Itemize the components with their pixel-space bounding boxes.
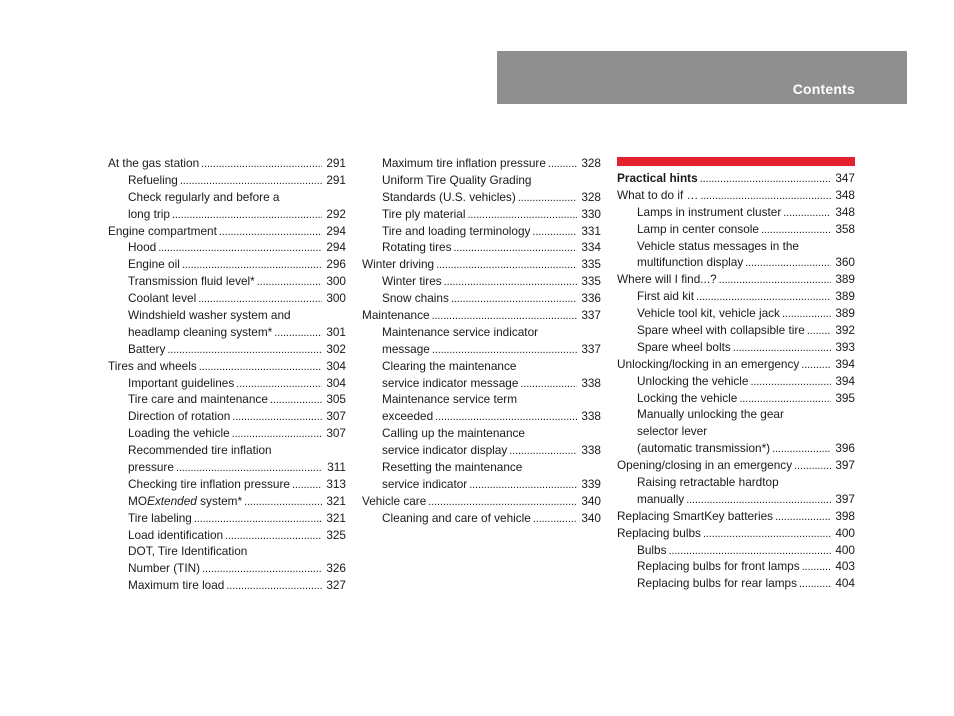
toc-entry-label: Practical hints	[617, 171, 698, 185]
leader-dots	[783, 204, 831, 221]
toc-column-1	[108, 155, 346, 594]
toc-entry-label: Replacing bulbs for rear lamps	[637, 576, 797, 591]
toc-entry[interactable]	[108, 408, 346, 425]
toc-entry[interactable]	[108, 307, 346, 324]
toc-entry[interactable]	[617, 491, 855, 508]
toc-entry-page: 313	[326, 476, 346, 491]
toc-entry-page: 296	[326, 257, 346, 272]
toc-entry-page: 360	[835, 255, 855, 270]
page-title: Contents	[792, 81, 855, 97]
toc-entry[interactable]	[362, 408, 601, 425]
toc-entry[interactable]	[108, 543, 346, 560]
toc-entry-label: Important guidelines	[128, 375, 235, 390]
toc-entry[interactable]	[617, 288, 855, 305]
leader-dots	[232, 408, 322, 425]
toc-entry-page: 400	[835, 542, 855, 557]
leader-dots	[435, 408, 577, 425]
toc-entry-label: MOExtended system*	[128, 493, 243, 508]
toc-entry[interactable]	[108, 290, 346, 307]
leader-dots	[548, 155, 577, 172]
toc-entry-page: 336	[581, 291, 601, 306]
toc-entry[interactable]	[617, 440, 855, 457]
toc-entry[interactable]	[362, 290, 601, 307]
toc-entry-page: 300	[326, 274, 346, 289]
toc-entry-page: 337	[581, 308, 601, 323]
leader-dots	[219, 223, 322, 240]
toc-entry-page: 348	[835, 187, 855, 202]
toc-entry-label: Standards (U.S. vehicles)	[382, 189, 516, 204]
toc-entry[interactable]	[617, 170, 855, 187]
leader-dots	[669, 542, 831, 559]
toc-entry-page: 338	[581, 443, 601, 458]
toc-entry-page: 335	[581, 257, 601, 272]
toc-entry-page: 339	[581, 476, 601, 491]
toc-entry-page: 394	[835, 356, 855, 371]
toc-entry-page: 321	[326, 493, 346, 508]
toc-entry-page: 389	[835, 272, 855, 287]
toc-entry-label: Spare wheel with collapsible tire	[637, 323, 805, 338]
toc-entry-label: selector lever	[637, 424, 708, 439]
toc-entry-label: Coolant level	[128, 291, 197, 306]
toc-entry[interactable]	[108, 206, 346, 223]
leader-dots	[172, 206, 322, 223]
leader-dots	[700, 170, 831, 187]
toc-entry-page: 404	[835, 576, 855, 591]
leader-dots	[432, 341, 577, 358]
toc-entry-page: 325	[326, 527, 346, 542]
toc-entry-page: 330	[581, 206, 601, 221]
leader-dots	[745, 254, 831, 271]
toc-entry-label: service indicator display	[382, 443, 508, 458]
toc-entry-label: Lamps in instrument cluster	[637, 204, 782, 219]
toc-entry-label: Vehicle status messages in the	[637, 238, 799, 253]
leader-dots	[799, 575, 831, 592]
leader-dots	[257, 273, 322, 290]
leader-dots	[226, 577, 322, 594]
toc-entry-page: 392	[835, 323, 855, 338]
toc-entry-label: Unlocking/locking in an emergency	[617, 356, 800, 371]
toc-entry[interactable]	[617, 187, 855, 204]
leader-dots	[167, 341, 322, 358]
toc-entry-label: Replacing bulbs	[617, 525, 701, 540]
toc-entry[interactable]	[108, 256, 346, 273]
toc-entry[interactable]	[362, 256, 601, 273]
toc-entry-label: Uniform Tire Quality Grading	[382, 172, 532, 187]
toc-entry-label: Opening/closing in an emergency	[617, 458, 793, 473]
toc-entry-label: Snow chains	[382, 291, 449, 306]
toc-entry[interactable]	[108, 155, 346, 172]
toc-entry-page: 347	[835, 171, 855, 185]
toc-entry-page: 327	[326, 578, 346, 593]
toc-entry[interactable]	[108, 239, 346, 256]
header-band	[497, 51, 907, 104]
leader-dots	[180, 172, 322, 189]
toc-entry-page: 340	[581, 510, 601, 525]
leader-dots	[703, 525, 831, 542]
toc-entry-label: Direction of rotation	[128, 409, 231, 424]
toc-entry[interactable]	[362, 358, 601, 375]
leader-dots	[232, 425, 322, 442]
leader-dots	[750, 373, 831, 390]
toc-entry[interactable]	[362, 442, 601, 459]
toc-entry[interactable]	[362, 273, 601, 290]
leader-dots	[444, 273, 577, 290]
toc-entry[interactable]	[617, 457, 855, 474]
toc-entry-label: Battery	[128, 341, 166, 356]
leader-dots	[801, 356, 831, 373]
toc-entry-page: 328	[581, 189, 601, 204]
toc-entry-label: Tires and wheels	[108, 358, 197, 373]
toc-entry[interactable]	[617, 558, 855, 575]
toc-entry-label: Manually unlocking the gear	[637, 407, 784, 422]
leader-dots	[761, 221, 831, 238]
toc-entry-page: 335	[581, 274, 601, 289]
toc-entry-label: Maximum tire inflation pressure	[382, 156, 546, 170]
toc-entry-label: manually	[637, 491, 685, 506]
toc-entry-label: Number (TIN)	[128, 561, 201, 576]
toc-entry-page: 395	[835, 390, 855, 405]
toc-entry-label: service indicator message	[382, 375, 519, 390]
toc-entry-page: 358	[835, 221, 855, 236]
toc-entry-page: 334	[581, 240, 601, 255]
toc-entry-label: Loading the vehicle	[128, 426, 230, 441]
toc-entry-page: 389	[835, 289, 855, 304]
toc-entry-label: Tire and loading terminology	[382, 223, 531, 238]
toc-entry-page: 400	[835, 525, 855, 540]
toc-entry-label: Load identification	[128, 527, 224, 542]
toc-entry-page: 305	[326, 392, 346, 407]
toc-entry-page: 307	[326, 426, 346, 441]
toc-entry[interactable]	[362, 324, 601, 341]
toc-entry-label: Maintenance service term	[382, 392, 518, 407]
toc-entry-page: 292	[326, 206, 346, 221]
toc-entry[interactable]	[362, 206, 601, 223]
toc-entry-page: 291	[326, 156, 346, 170]
toc-entry[interactable]	[362, 341, 601, 358]
toc-entry-page: 311	[327, 460, 346, 475]
leader-dots	[696, 288, 831, 305]
toc-entry[interactable]	[108, 358, 346, 375]
toc-entry-page: 294	[326, 240, 346, 255]
toc-entry[interactable]	[617, 525, 855, 542]
leader-dots	[292, 476, 322, 493]
toc-entry-label: headlamp cleaning system*	[128, 324, 273, 339]
toc-entry-label: Replacing SmartKey batteries	[617, 508, 774, 523]
toc-column-2	[362, 155, 601, 527]
toc-entry-label: DOT, Tire Identification	[128, 544, 248, 559]
toc-entry-page: 300	[326, 291, 346, 306]
toc-entry-label: Recommended tire inflation	[128, 443, 272, 458]
toc-entry-label: service indicator	[382, 476, 468, 491]
leader-dots	[182, 256, 322, 273]
toc-entry[interactable]	[362, 375, 601, 392]
toc-entry-page: 389	[835, 306, 855, 321]
toc-entry-label: Lamp in center console	[637, 221, 759, 236]
toc-entry-page: 397	[835, 491, 855, 506]
toc-entry[interactable]	[108, 223, 346, 240]
toc-entry[interactable]	[617, 221, 855, 238]
toc-entry[interactable]	[617, 254, 855, 271]
toc-entry-page: 321	[326, 510, 346, 525]
toc-entry[interactable]	[617, 305, 855, 322]
leader-dots	[782, 305, 831, 322]
toc-column-3	[617, 155, 855, 592]
toc-entry[interactable]	[617, 238, 855, 255]
toc-entry-label: long trip	[128, 206, 170, 221]
toc-entry-label: Maintenance service indicator	[382, 324, 539, 339]
toc-entry-label: Tire labeling	[128, 510, 192, 525]
toc-entry[interactable]	[108, 391, 346, 408]
leader-dots	[176, 459, 322, 476]
toc-entry-page: 304	[326, 358, 346, 373]
leader-dots	[733, 339, 831, 356]
leader-dots	[802, 558, 831, 575]
toc-entry-label: Calling up the maintenance	[382, 426, 525, 441]
toc-entry-page: 304	[326, 375, 346, 390]
toc-entry-label: Hood	[128, 240, 157, 255]
toc-entry-label: Resetting the maintenance	[382, 460, 523, 475]
toc-entry-label: Maintenance	[362, 308, 430, 323]
toc-entry-page: 337	[581, 341, 601, 356]
toc-entry-label: multifunction display	[637, 255, 744, 270]
toc-entry-page: 403	[835, 559, 855, 574]
toc-entry[interactable]	[362, 493, 601, 510]
toc-entry-label: Vehicle tool kit, vehicle jack	[637, 306, 780, 321]
leader-dots	[686, 491, 831, 508]
toc-entry[interactable]	[617, 271, 855, 288]
leader-dots	[202, 560, 322, 577]
toc-entry-page: 294	[326, 223, 346, 238]
toc-entry-label: Raising retractable hardtop	[637, 475, 779, 490]
leader-dots	[775, 508, 831, 525]
toc-entry[interactable]	[108, 442, 346, 459]
toc-entry-label: First aid kit	[637, 289, 695, 304]
leader-dots	[199, 358, 322, 375]
toc-entry-label: Cleaning and care of vehicle	[382, 510, 531, 525]
toc-entry[interactable]	[108, 493, 346, 510]
toc-entry-label: Unlocking the vehicle	[637, 373, 749, 388]
toc-entry[interactable]	[362, 189, 601, 206]
toc-entry[interactable]	[108, 375, 346, 392]
leader-dots	[451, 290, 577, 307]
toc-entry-label: Replacing bulbs for front lamps	[637, 559, 800, 574]
toc-entry-label: exceeded	[382, 409, 434, 424]
toc-entry[interactable]	[362, 239, 601, 256]
leader-dots	[509, 442, 577, 459]
leader-dots	[533, 510, 577, 527]
leader-dots	[719, 271, 831, 288]
toc-entry[interactable]	[617, 423, 855, 440]
toc-entry-page: 301	[326, 324, 346, 339]
leader-dots	[532, 223, 577, 240]
toc-entry[interactable]	[617, 322, 855, 339]
toc-entry[interactable]	[108, 324, 346, 341]
leader-dots	[469, 476, 577, 493]
toc-entry-label: Refueling	[128, 172, 178, 187]
toc-entry-label: Clearing the maintenance	[382, 358, 517, 373]
leader-dots	[428, 493, 577, 510]
toc-entry-label: message	[382, 341, 430, 356]
toc-entry[interactable]	[362, 510, 601, 527]
toc-entry-page: 331	[581, 223, 601, 238]
leader-dots	[270, 391, 322, 408]
toc-entry-label: Bulbs	[637, 542, 667, 557]
toc-entry[interactable]	[108, 273, 346, 290]
toc-entry[interactable]	[108, 560, 346, 577]
toc-entry-label: Checking tire inflation pressure	[128, 476, 290, 491]
toc-entry-page: 394	[835, 373, 855, 388]
toc-entry[interactable]	[617, 474, 855, 491]
toc-entry-label: pressure	[128, 460, 174, 475]
toc-entry-label: Windshield washer system and	[128, 308, 291, 323]
toc-entry-label: Winter driving	[362, 257, 435, 272]
leader-dots	[236, 375, 322, 392]
toc-entry[interactable]	[362, 172, 601, 189]
toc-entry[interactable]	[362, 307, 601, 324]
leader-dots	[794, 457, 831, 474]
toc-entry[interactable]	[108, 527, 346, 544]
toc-entry-page: 302	[326, 341, 346, 356]
toc-entry-label: (automatic transmission*)	[637, 441, 771, 456]
toc-entry-label: Maximum tire load	[128, 578, 225, 593]
toc-entry[interactable]	[362, 391, 601, 408]
toc-entry-page: 393	[835, 339, 855, 354]
section-marker-bar	[617, 157, 855, 166]
leader-dots	[520, 375, 577, 392]
toc-entry-page: 326	[326, 561, 346, 576]
leader-dots	[198, 290, 322, 307]
toc-entry[interactable]	[617, 356, 855, 373]
toc-entry[interactable]	[362, 155, 601, 172]
toc-entry-label: Rotating tires	[382, 240, 452, 255]
toc-entry-label: Transmission fluid level*	[128, 274, 255, 289]
toc-entry-label: Winter tires	[382, 274, 442, 289]
toc-entry-page: 396	[835, 441, 855, 456]
toc-entry-label: Spare wheel bolts	[637, 339, 731, 354]
leader-dots	[432, 307, 577, 324]
toc-entry-page: 291	[326, 172, 346, 187]
toc-entry[interactable]	[362, 425, 601, 442]
toc-entry[interactable]	[108, 189, 346, 206]
toc-entry-label: Tire care and maintenance	[128, 392, 268, 407]
leader-dots	[274, 324, 322, 341]
toc-entry-page: 397	[835, 458, 855, 473]
toc-entry[interactable]	[617, 406, 855, 423]
leader-dots	[518, 189, 577, 206]
toc-entry[interactable]	[362, 459, 601, 476]
leader-dots	[436, 256, 577, 273]
toc-entry-label: Where will I find...?	[617, 272, 717, 287]
toc-entry[interactable]	[617, 373, 855, 390]
toc-entry[interactable]	[108, 459, 346, 476]
toc-entry-label: Locking the vehicle	[637, 390, 738, 405]
toc-entry-page: 328	[581, 156, 601, 170]
toc-entry-page: 307	[326, 409, 346, 424]
leader-dots	[700, 187, 831, 204]
leader-dots	[158, 239, 322, 256]
toc-entry-label: Tire ply material	[382, 206, 466, 221]
toc-entry[interactable]	[108, 476, 346, 493]
toc-entry[interactable]	[362, 476, 601, 493]
toc-entry[interactable]	[617, 575, 855, 592]
toc-entry-label: Engine oil	[128, 257, 180, 272]
leader-dots	[807, 322, 831, 339]
toc-entry-page: 348	[835, 204, 855, 219]
toc-entry-label: What to do if …	[617, 187, 699, 202]
toc-entry[interactable]	[362, 223, 601, 240]
leader-dots	[772, 440, 831, 457]
toc-entry[interactable]	[108, 172, 346, 189]
toc-entry[interactable]	[108, 510, 346, 527]
toc-entry[interactable]	[108, 425, 346, 442]
toc-entry-page: 338	[581, 375, 601, 390]
leader-dots	[244, 493, 322, 510]
leader-dots	[201, 155, 322, 172]
leader-dots	[194, 510, 322, 527]
toc-entry-label: Vehicle care	[362, 493, 427, 508]
toc-entry-page: 398	[835, 508, 855, 523]
toc-entry-label: Engine compartment	[108, 223, 217, 238]
leader-dots	[467, 206, 577, 223]
toc-entry-page: 338	[581, 409, 601, 424]
toc-entry-page: 340	[581, 493, 601, 508]
toc-entry-label: At the gas station	[108, 156, 200, 170]
toc-entry-label: Check regularly and before a	[128, 189, 280, 204]
toc-entry[interactable]	[108, 341, 346, 358]
leader-dots	[454, 239, 577, 256]
toc-entry[interactable]	[617, 508, 855, 525]
toc-entry[interactable]	[617, 542, 855, 559]
toc-entry[interactable]	[617, 339, 855, 356]
toc-entry[interactable]	[617, 390, 855, 407]
toc-entry[interactable]	[617, 204, 855, 221]
leader-dots	[739, 390, 831, 407]
toc-entry[interactable]	[108, 577, 346, 594]
leader-dots	[225, 527, 322, 544]
